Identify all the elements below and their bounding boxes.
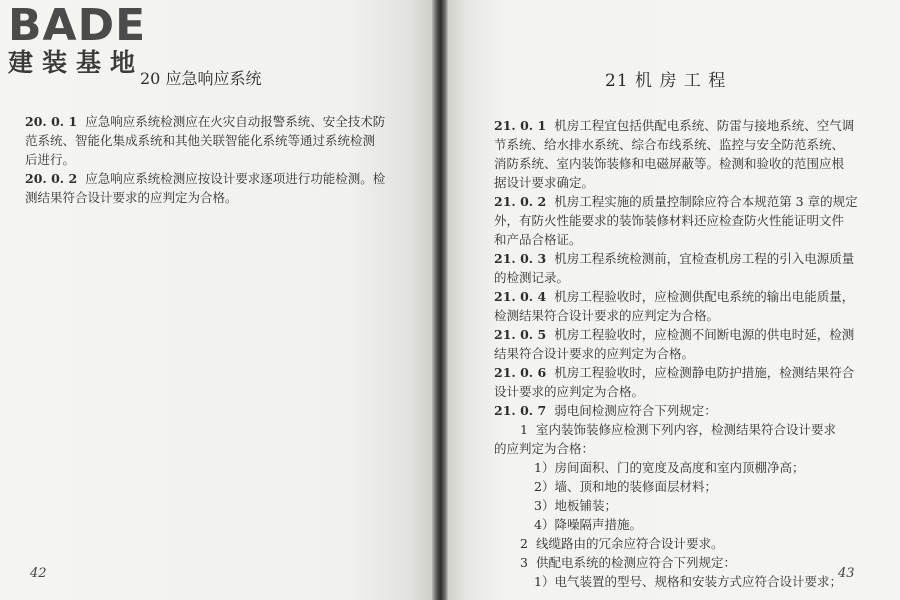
- item-line: 供配电系统的检测应符合下列规定：: [535, 555, 736, 570]
- clause-number: 21. 0. 1: [494, 118, 547, 133]
- item-line: 地板铺装；: [554, 498, 617, 513]
- clause-number: 21. 0. 4: [494, 289, 547, 304]
- right-page-number: 43: [838, 566, 855, 581]
- item-number: 2: [520, 536, 528, 551]
- item-line: 的应判定为合格：: [494, 441, 595, 456]
- item-2: [494, 534, 874, 553]
- clause-21-0-4: [494, 287, 874, 325]
- logo-subtitle: 建装基地: [8, 48, 145, 77]
- clause-line: 机房工程验收时，应检测不间断电源的供电时延，检测: [554, 327, 855, 342]
- left-page: [0, 0, 432, 600]
- item-3: [494, 553, 874, 572]
- clause-21-0-5: [494, 325, 874, 363]
- clause-number: 20. 0. 2: [25, 171, 78, 186]
- item-line: 房间面积、门的宽度及高度和室内顶棚净高；: [554, 460, 805, 475]
- item-number: 1）: [534, 460, 555, 475]
- clause-number: 21. 0. 2: [494, 194, 547, 209]
- clause-number: 21. 0. 7: [494, 403, 547, 418]
- clause-line: 范系统、智能化集成系统和其他关联智能化系统等通过系统检测: [25, 133, 376, 148]
- clause-20-0-2: [25, 169, 405, 207]
- item-1-4: [494, 515, 874, 534]
- clause-line: 机房工程宜包括供配电系统、防雷与接地系统、空气调: [554, 118, 855, 133]
- right-chapter-title: 21 机 房 工 程: [605, 71, 727, 91]
- clause-line: 结果符合设计要求的应判定为合格。: [494, 346, 695, 361]
- item-line: 室内装饰装修应检测下列内容，检测结果符合设计要求: [535, 422, 836, 437]
- clause-21-0-6: [494, 363, 874, 401]
- clause-line: 后进行。: [25, 152, 76, 167]
- clause-line: 机房工程实施的质量控制除应符合本规范第 3 章的规定: [554, 194, 858, 209]
- item-1-2: [494, 477, 874, 496]
- item-number: 1: [520, 422, 528, 437]
- clause-21-0-7: [494, 401, 874, 420]
- clause-line: 外，有防火性能要求的装饰装修材料还应检查防火性能证明文件: [494, 213, 845, 228]
- clause-line: 弱电间检测应符合下列规定：: [554, 403, 717, 418]
- clause-number: 21. 0. 6: [494, 365, 547, 380]
- item-line: 线缆路由的冗余应符合设计要求。: [535, 536, 724, 551]
- clause-21-0-2: [494, 192, 874, 249]
- clause-21-0-1: [494, 116, 874, 192]
- clause-20-0-1: [25, 112, 405, 169]
- item-number: 3）: [534, 498, 555, 513]
- item-3-1: [494, 572, 874, 591]
- clause-line: 据设计要求确定。: [494, 175, 595, 190]
- logo-wordmark: BADE: [8, 0, 147, 51]
- item-line: 电气装置的型号、规格和安装方式应符合设计要求；: [554, 574, 842, 589]
- clause-line: 机房工程验收时，应检测供配电系统的输出电能质量，: [554, 289, 855, 304]
- item-1-1: [494, 458, 874, 477]
- item-number: 4）: [534, 517, 555, 532]
- clause-line: 设计要求的应判定为合格。: [494, 384, 645, 399]
- item-number: 3: [520, 555, 528, 570]
- clause-line: 机房工程系统检测前，宜检查机房工程的引入电源质量: [554, 251, 855, 266]
- item-number: 1）: [534, 574, 555, 589]
- item-number: 2）: [534, 479, 555, 494]
- clause-number: 20. 0. 1: [25, 114, 78, 129]
- clause-line: 机房工程验收时，应检测静电防护措施，检测结果符合: [554, 365, 855, 380]
- clause-line: 应急响应系统检测应在火灾自动报警系统、安全技术防: [85, 114, 386, 129]
- item-line: 降噪隔声措施。: [554, 517, 642, 532]
- item-1-continuation: [494, 439, 874, 458]
- clause-line: 测结果符合设计要求的应判定为合格。: [25, 190, 238, 205]
- clause-line: 的检测记录。: [494, 270, 570, 285]
- clause-21-0-3: [494, 249, 874, 287]
- left-chapter-title: 20 应急响应系统: [140, 69, 262, 88]
- item-line: 墙、顶和地的装修面层材料；: [554, 479, 717, 494]
- clause-line: 应急响应系统检测应按设计要求逐项进行功能检测。检: [85, 171, 386, 186]
- item-1-3: [494, 496, 874, 515]
- clause-line: 检测结果符合设计要求的应判定为合格。: [494, 308, 720, 323]
- book-gutter: [432, 0, 448, 600]
- clause-line: 节系统、给水排水系统、综合布线系统、监控与安全防范系统、: [494, 137, 845, 152]
- left-page-number: 42: [30, 566, 47, 581]
- clause-line: 消防系统、室内装饰装修和电磁屏蔽等。检测和验收的范围应根: [494, 156, 845, 171]
- right-body-text: [494, 116, 874, 591]
- clause-line: 和产品合格证。: [494, 232, 582, 247]
- clause-number: 21. 0. 3: [494, 251, 547, 266]
- left-body-text: [25, 112, 405, 207]
- clause-number: 21. 0. 5: [494, 327, 547, 342]
- item-1: [494, 420, 874, 439]
